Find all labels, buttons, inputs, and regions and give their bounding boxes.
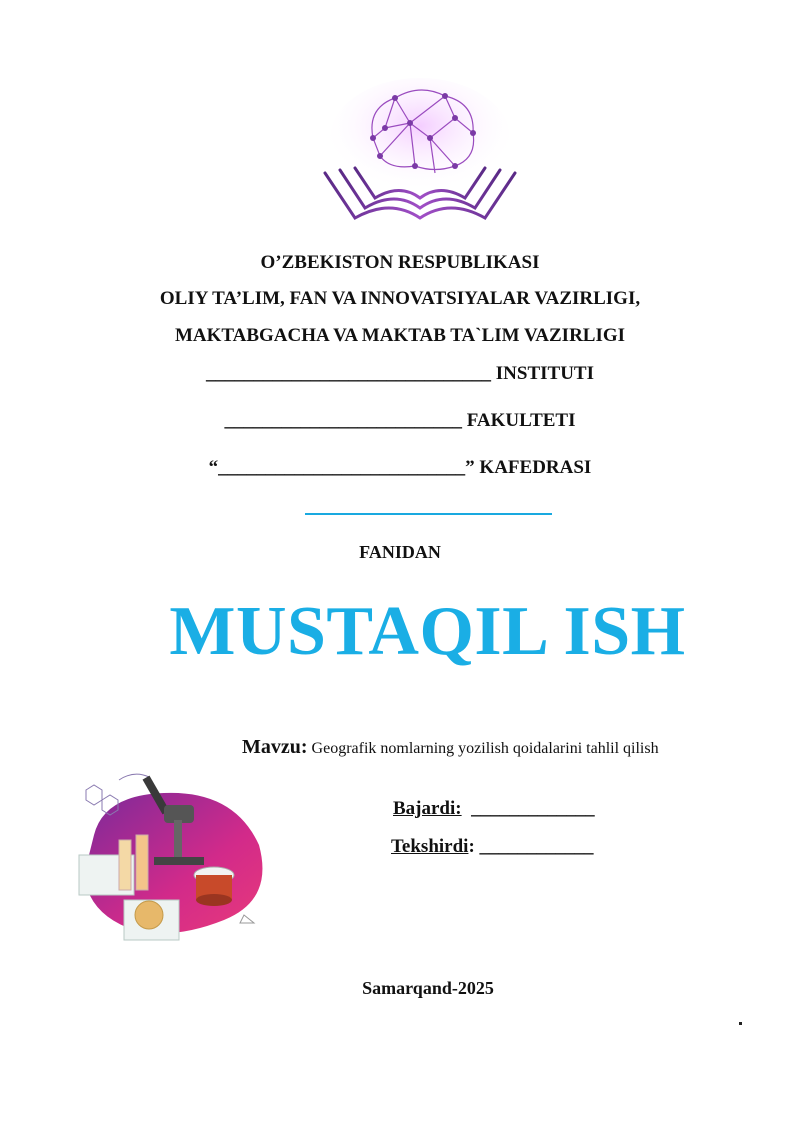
checked-by-colon: : [468,836,475,857]
subject-blank-rule [305,513,552,515]
brain-book-logo-icon [295,78,545,228]
department-blank: __________________________ [218,457,466,478]
checked-by-blank: ____________ [474,836,594,857]
topic-label: Mavzu: [242,736,308,758]
department-label: KAFEDRASI [474,457,592,478]
faculty-blank: _________________________ [224,410,462,431]
header-line-ministry-higher-ed: OLIY TA’LIM, FAN VA INNOVATSIYALAR VAZIRLIGI, [159,288,641,309]
header-line-ministry-school: MAKTABGACHA VA MAKTAB TA`LIM VAZIRLIGI [174,325,626,346]
department-line [0,457,800,479]
performed-by-line [393,798,595,820]
institute-line [0,363,800,385]
institute-label: INSTITUTI [491,363,594,384]
topic-line [242,736,659,759]
city-year: Samarqand-2025 [362,978,494,998]
institute-blank: ______________________________ [206,363,492,384]
checked-by-label: Tekshirdi [391,836,469,857]
page-dot [739,1022,742,1025]
subject-suffix: FANIDAN [359,542,441,562]
department-open-quote: “ [208,457,219,478]
laboratory-microscope-illustration-icon [74,765,274,945]
department-close-quote: ” [465,457,475,478]
main-title: MUSTAQIL ISH [169,593,686,670]
performed-by-blank: _____________ [461,798,595,819]
faculty-line [0,410,800,432]
faculty-label: FAKULTETI [461,410,576,431]
header-line-country: O’ZBEKISTON RESPUBLIKASI [260,252,540,273]
checked-by-line [391,836,594,858]
performed-by-label: Bajardi: [393,798,462,819]
topic-text: Geografik nomlarning yozilish qoidalarini tahlil qilish [307,740,659,757]
